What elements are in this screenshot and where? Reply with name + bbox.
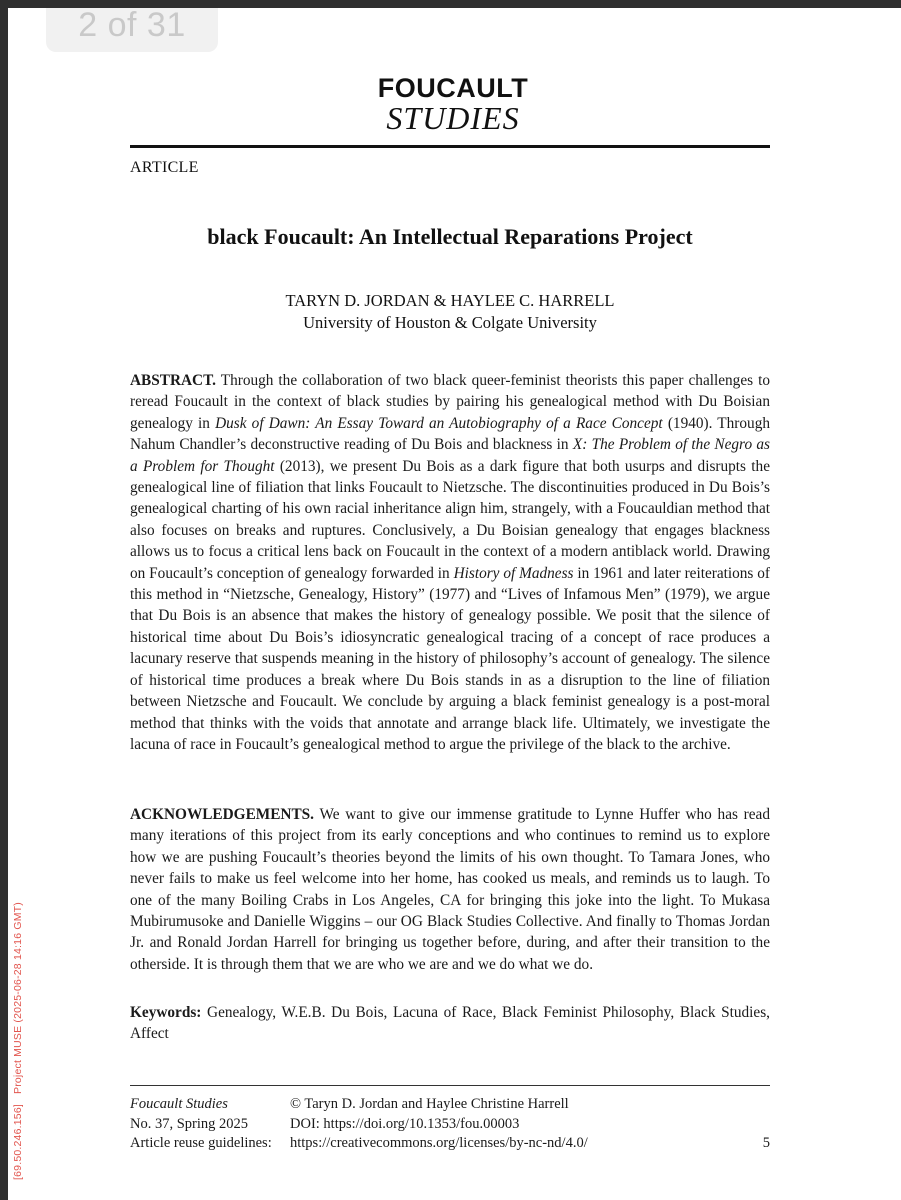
download-watermark — [12, 892, 24, 1180]
header-rule — [130, 145, 770, 148]
author-affiliation: University of Houston & Colgate University — [303, 313, 597, 332]
abstract-text: (2013), we present Du Bois as a dark figure that both usurps and disrupts the genealogical line of filiation that links Foucault to Nietzsche. The discontinuities produced in Du Bois’s genealogical charting of his own racial inheritance align him, strangely, with a Foucauldian method that also focuses on breaks and ruptures. Conclusively, a Du Boisian genealogy that engages blackness allows us to focus a critical lens back on Foucault in the context of a modern antiblack world. Drawing on Foucault’s conception of genealogy forwarded in — [130, 457, 770, 582]
footer-reuse-label: Article reuse guidelines: — [130, 1135, 272, 1151]
author-names: TARYN D. JORDAN & HAYLEE C. HARRELL — [285, 291, 615, 310]
acknowledgements-text: We want to give our immense gratitude to Lynne Huffer who has read many iterations of this project from its early conceptions and who continues to remind us to explore how we are pushing Foucault’s theories beyond the limits of his own thought. To Tamara Jones, who never fails to make us feel welcome into her home, has cooked us meals, and reminds us to laugh. To one of the many Boiling Crabs in Los Angeles, CA for bringing this joke into the light. To Mukasa Mubirumusoke and Danielle Wiggins – our OG Black Studies Collective. And finally to Thomas Jordan Jr. and Ronald Jordan Harrell for bringing us together before, during, and after their transition to the otherside. It is through them that we are who we are and we do what we do. — [130, 806, 770, 973]
footer-journal-name: Foucault Studies — [130, 1096, 228, 1112]
abstract-book-title: Dusk of Dawn: An Essay Toward an Autobiography of a Race Concept — [215, 414, 663, 432]
abstract-book-title: History of Madness — [453, 564, 574, 582]
abstract-paragraph — [130, 370, 770, 755]
watermark-source: Project MUSE (2025-06-28 14:16 GMT) — [12, 902, 24, 1095]
abstract-text: in 1961 and later reiterations of this method in “Nietzsche, Genealogy, History” (1977) and “Lives of Infamous Men” (1979), we argue that Du Bois is an absence that makes the history of genealogy possible. We posit that the silence of historical time about Du Bois’s idiosyncratic genealogical tracing of a concept of race produces a lacunary reserve that suspends meaning in the history of philosophy’s account of genealogy. The silence of historical time produces a break where Du Bois stands in as a disruption to the line of filiation between Nietzsche and Foucault. We conclude by arguing a black feminist genealogy is a post-moral method that thinks with the voids that annotate and arrange black life. Ultimately, we investigate the lacuna of race in Foucault’s genealogical method to argue the privilege of the black to the archive. — [130, 564, 770, 753]
footer-copyright: © Taryn D. Jordan and Haylee Christine Harrell — [290, 1096, 569, 1112]
logo-text-bottom: STUDIES — [386, 100, 520, 136]
journal-logo — [368, 73, 538, 136]
acknowledgements-label: ACKNOWLEDGEMENTS. — [130, 806, 315, 823]
keywords-text: Genealogy, W.E.B. Du Bois, Lacuna of Race, Black Feminist Philosophy, Black Studies, Affect — [130, 1004, 770, 1043]
page-number: 5 — [762, 1135, 770, 1151]
keywords-label: Keywords: — [130, 1004, 202, 1021]
footer-issue: No. 37, Spring 2025 — [130, 1115, 249, 1132]
logo-text-top: FOUCAULT — [377, 73, 529, 103]
footer-journal-info — [130, 1095, 290, 1154]
footer-license-link[interactable]: https://creativecommons.org/licenses/by-nc-nd/4.0/ — [290, 1135, 588, 1151]
keywords-paragraph — [130, 1002, 770, 1045]
document-page — [8, 8, 901, 1200]
page-counter: 2 of 31 — [46, 8, 218, 52]
footer-rule — [130, 1085, 770, 1086]
section-label: ARTICLE — [130, 159, 199, 176]
abstract-label: ABSTRACT. — [130, 372, 216, 389]
abstract-text: (1940). Through Nahum Chandler’s deconstructive reading of Du Bois and blackness in — [130, 414, 770, 454]
footer-article-info — [290, 1095, 750, 1154]
article-title: black Foucault: An Intellectual Reparations Project — [207, 224, 693, 249]
watermark-ip: [69.50.246.156] — [12, 1104, 24, 1180]
abstract-text: Through the collaboration of two black queer-feminist theorists this paper challenges to reread Foucault in the context of black studies by pairing his genealogical method with Du Boisian genealogy in — [130, 372, 770, 432]
footer-doi-link[interactable]: DOI: https://doi.org/10.1353/fou.00003 — [290, 1115, 520, 1132]
acknowledgements-paragraph — [130, 804, 770, 975]
abstract-book-title: X: The Problem of the Negro as a Problem for Thought — [130, 436, 770, 475]
author-block — [130, 290, 770, 334]
